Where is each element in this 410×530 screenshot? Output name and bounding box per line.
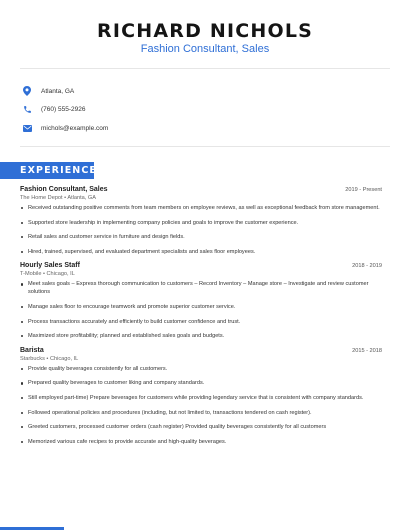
resume-header — [0, 20, 410, 55]
job-bullet: Provide quality beverages consistently for all customers. — [20, 365, 382, 373]
job-company: The Home Depot • Atlanta, GA — [20, 195, 96, 201]
job-entry — [20, 347, 382, 446]
job-bullets — [20, 280, 382, 340]
job-title: Fashion Consultant, Sales — [20, 186, 108, 193]
job-bullet: Manage sales floor to encourage teamwork and promote superior customer service. — [20, 303, 382, 311]
contact-divider — [20, 146, 390, 147]
job-bullet: Retail sales and customer service in furniture and design fields. — [20, 233, 382, 241]
job-title: Hourly Sales Staff — [20, 262, 80, 270]
job-bullet: Still employed part-time) Prepare beverages for customers while providing legendary service that is consistent with company standards. — [20, 394, 382, 402]
candidate-name: RICHARD NICHOLS — [96, 20, 314, 42]
job-bullet: Process transactions accurately and efficiently to build customer confidence and trust. — [20, 318, 382, 326]
job-bullet: Received outstanding positive comments from team members on employee reviews, as well as exceptional feedback from store management. — [20, 204, 382, 212]
email-icon — [22, 123, 32, 133]
job-dates: 2015 - 2018 — [352, 347, 382, 354]
location-pin-icon — [22, 86, 32, 96]
job-bullets — [20, 365, 382, 446]
contact-email — [22, 119, 108, 137]
job-title: Barista — [20, 346, 44, 354]
job-bullet: Prepared quality beverages to customer liking and company standards. — [20, 379, 382, 387]
job-bullet: Meet sales goals – Express thorough communication to customers – Record Inventory – Manage store – Investigate and review customer solutions — [20, 280, 382, 296]
contact-list — [22, 82, 108, 138]
job-bullet: Maximized store profitability; planned and established sales goals and budgets. — [20, 332, 382, 340]
contact-phone-text: (760) 555-2926 — [41, 106, 86, 113]
experience-list — [20, 186, 382, 452]
candidate-title: Fashion Consultant, Sales — [140, 43, 270, 55]
job-dates: 2019 - Present — [345, 187, 382, 193]
job-company: T-Mobile • Chicago, IL — [20, 271, 75, 278]
contact-email-text: michols@example.com — [41, 124, 109, 132]
job-dates: 2018 - 2019 — [352, 263, 382, 270]
contact-location — [22, 82, 108, 100]
job-bullets — [20, 204, 382, 256]
experience-section-heading: EXPERIENCE — [0, 162, 94, 179]
phone-icon — [22, 105, 32, 115]
job-entry — [20, 262, 382, 340]
job-bullet: Followed operational policies and procedures (including, but not limited to, transactions tendered on cash register). — [20, 409, 382, 417]
contact-phone — [22, 101, 108, 119]
job-entry — [20, 186, 382, 256]
header-divider — [20, 68, 390, 69]
job-bullet: Supported store leadership in implementing company policies and goals to improve the customer experience. — [20, 219, 382, 227]
contact-location-text: Atlanta, GA — [41, 87, 75, 95]
job-bullet: Memorized various cafe recipes to provide accurate and high-quality beverages. — [20, 438, 382, 446]
job-company: Starbucks • Chicago, IL — [20, 355, 79, 362]
job-bullet: Greeted customers, processed customer orders (cash register) Provided quality beverages consistently for all customers — [20, 423, 382, 431]
job-bullet: Hired, trained, supervised, and evaluated department specialists and sales floor employees. — [20, 248, 382, 256]
